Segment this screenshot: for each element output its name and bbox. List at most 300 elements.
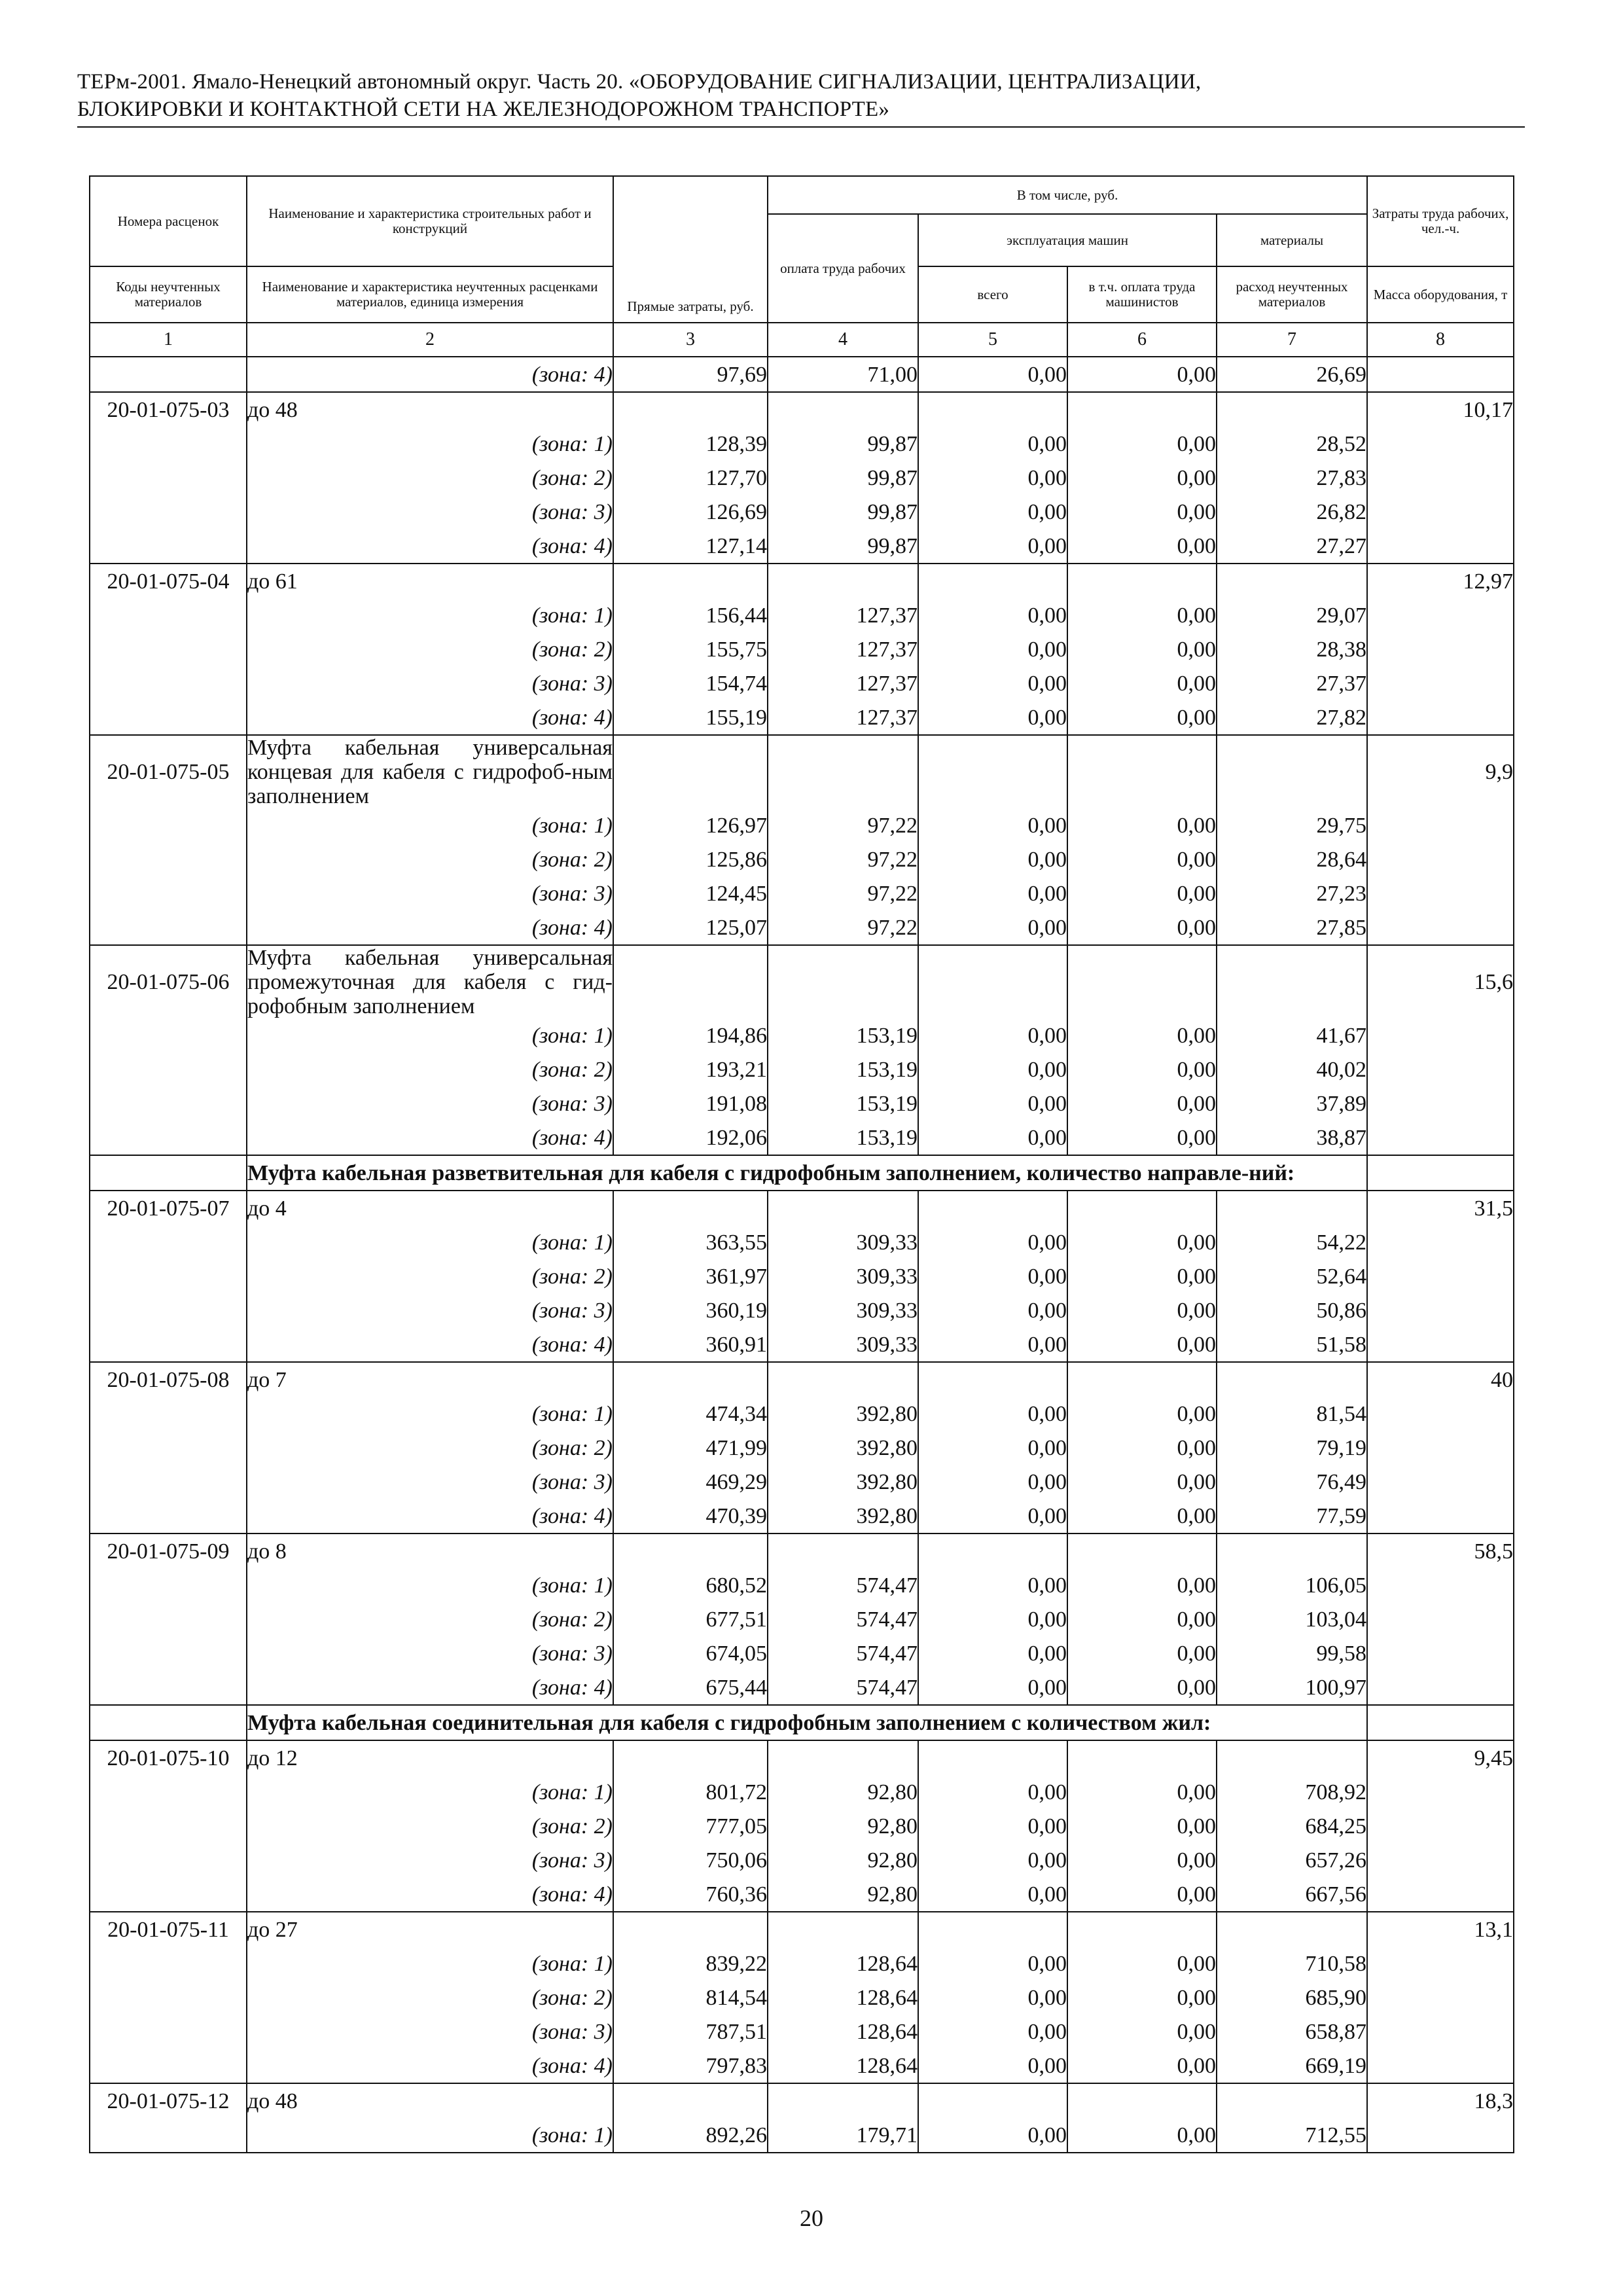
empty-cell (90, 427, 247, 461)
header-direct-costs: Прямые затраты, руб. (613, 176, 768, 323)
materials-value: 27,82 (1217, 700, 1367, 735)
header-name-works: Наименование и характеристика строительных работ и конструкций (247, 176, 613, 266)
machinist-wages-value: 0,00 (1067, 1946, 1217, 1981)
empty-cell (1217, 945, 1367, 1018)
direct-costs-value: 814,54 (613, 1981, 768, 2015)
empty-cell (918, 945, 1067, 1018)
empty-cell (90, 876, 247, 910)
zone-label: (зона: 4) (247, 357, 613, 392)
empty-cell (1367, 1775, 1514, 1809)
wages-value: 99,87 (768, 427, 918, 461)
column-number: 6 (1067, 323, 1217, 357)
machines-value: 0,00 (918, 1981, 1067, 2015)
rate-group (90, 2083, 1514, 2153)
empty-cell (1367, 1052, 1514, 1086)
header-equipment-mass: Масса оборудования, т (1367, 266, 1514, 323)
empty-cell (90, 700, 247, 735)
machinist-wages-value: 0,00 (1067, 357, 1217, 392)
zone-label: (зона: 3) (247, 495, 613, 529)
materials-value: 76,49 (1217, 1465, 1367, 1499)
zone-row (90, 1086, 1514, 1121)
materials-value: 54,22 (1217, 1225, 1367, 1259)
empty-cell (768, 564, 918, 598)
machinist-wages-value: 0,00 (1067, 598, 1217, 632)
materials-value: 29,07 (1217, 598, 1367, 632)
machines-value: 0,00 (918, 1877, 1067, 1912)
zone-row (90, 1670, 1514, 1705)
empty-cell (90, 357, 247, 392)
header-unaccounted-materials: расход неучтенных материалов (1217, 266, 1367, 323)
empty-cell (90, 1327, 247, 1362)
zone-row (90, 700, 1514, 735)
rate-group (90, 564, 1514, 735)
empty-cell (90, 1499, 247, 1534)
wages-value: 574,47 (768, 1670, 918, 1705)
empty-cell (1367, 1327, 1514, 1362)
zone-label: (зона: 4) (247, 910, 613, 945)
empty-cell (1367, 461, 1514, 495)
materials-value: 685,90 (1217, 1981, 1367, 2015)
zone-row (90, 1327, 1514, 1362)
zone-label: (зона: 2) (247, 1602, 613, 1636)
materials-value: 27,37 (1217, 666, 1367, 700)
machines-value: 0,00 (918, 2015, 1067, 2049)
wages-value: 153,19 (768, 1052, 918, 1086)
direct-costs-value: 360,19 (613, 1293, 768, 1327)
zone-label: (зона: 2) (247, 842, 613, 876)
machinist-wages-value: 0,00 (1067, 1327, 1217, 1362)
materials-value: 27,83 (1217, 461, 1367, 495)
zone-row (90, 1397, 1514, 1431)
direct-costs-value: 474,34 (613, 1397, 768, 1431)
empty-cell (1367, 1431, 1514, 1465)
machinist-wages-value: 0,00 (1067, 2049, 1217, 2083)
direct-costs-value: 675,44 (613, 1670, 768, 1705)
materials-value: 710,58 (1217, 1946, 1367, 1981)
rate-name: до 12 (247, 1740, 613, 1775)
zone-row (90, 632, 1514, 666)
direct-costs-value: 363,55 (613, 1225, 768, 1259)
empty-cell (90, 495, 247, 529)
rate-group (90, 1740, 1514, 1912)
machines-value: 0,00 (918, 1018, 1067, 1052)
rate-code: 20-01-075-10 (90, 1740, 247, 1775)
empty-cell (1067, 392, 1217, 427)
rate-code: 20-01-075-09 (90, 1534, 247, 1568)
machinist-wages-value: 0,00 (1067, 1602, 1217, 1636)
wages-value: 97,22 (768, 842, 918, 876)
empty-cell (613, 1362, 768, 1397)
empty-cell (1367, 2015, 1514, 2049)
rate-row (90, 564, 1514, 598)
empty-cell (1367, 495, 1514, 529)
machines-value: 0,00 (918, 1843, 1067, 1877)
empty-cell (1367, 529, 1514, 564)
empty-cell (768, 2083, 918, 2118)
empty-cell (1367, 1465, 1514, 1499)
header-machines: эксплуатация машин (918, 214, 1217, 266)
empty-cell (1067, 2083, 1217, 2118)
direct-costs-value: 125,86 (613, 842, 768, 876)
machinist-wages-value: 0,00 (1067, 666, 1217, 700)
machinist-wages-value: 0,00 (1067, 1397, 1217, 1431)
rate-name: до 61 (247, 564, 613, 598)
empty-cell (613, 564, 768, 598)
empty-cell (918, 564, 1067, 598)
zone-row (90, 1431, 1514, 1465)
empty-cell (1367, 1086, 1514, 1121)
machines-value: 0,00 (918, 632, 1067, 666)
rate-name: до 7 (247, 1362, 613, 1397)
direct-costs-value: 97,69 (613, 357, 768, 392)
empty-cell (90, 808, 247, 842)
machines-value: 0,00 (918, 910, 1067, 945)
machinist-wages-value: 0,00 (1067, 632, 1217, 666)
rate-row (90, 1740, 1514, 1775)
machines-value: 0,00 (918, 1293, 1067, 1327)
zone-row (90, 357, 1514, 392)
zone-row (90, 910, 1514, 945)
empty-cell (90, 1568, 247, 1602)
machinist-wages-value: 0,00 (1067, 1086, 1217, 1121)
zone-row (90, 1121, 1514, 1155)
direct-costs-value: 125,07 (613, 910, 768, 945)
direct-costs-value: 191,08 (613, 1086, 768, 1121)
machines-value: 0,00 (918, 1809, 1067, 1843)
rate-mass: 12,97 (1367, 564, 1514, 598)
materials-value: 38,87 (1217, 1121, 1367, 1155)
materials-value: 28,52 (1217, 427, 1367, 461)
empty-cell (1067, 1191, 1217, 1225)
wages-value: 179,71 (768, 2118, 918, 2153)
header-including: В том числе, руб. (768, 176, 1367, 214)
wages-value: 153,19 (768, 1121, 918, 1155)
empty-cell (918, 1191, 1067, 1225)
empty-cell (1367, 1018, 1514, 1052)
machinist-wages-value: 0,00 (1067, 1877, 1217, 1912)
machinist-wages-value: 0,00 (1067, 1775, 1217, 1809)
empty-cell (90, 1670, 247, 1705)
rate-group (90, 392, 1514, 564)
direct-costs-value: 156,44 (613, 598, 768, 632)
zone-label: (зона: 4) (247, 1327, 613, 1362)
machines-value: 0,00 (918, 1086, 1067, 1121)
empty-cell (1217, 392, 1367, 427)
section-row (90, 1155, 1514, 1191)
wages-value: 128,64 (768, 1946, 918, 1981)
machinist-wages-value: 0,00 (1067, 1293, 1217, 1327)
zone-row (90, 666, 1514, 700)
wages-value: 392,80 (768, 1499, 918, 1534)
empty-cell (768, 1191, 918, 1225)
empty-cell (1067, 1534, 1217, 1568)
zone-label: (зона: 1) (247, 427, 613, 461)
zone-row (90, 1052, 1514, 1086)
zone-label: (зона: 2) (247, 1431, 613, 1465)
empty-cell (90, 1259, 247, 1293)
zone-row (90, 598, 1514, 632)
header-codes: Коды неучтенных материалов (90, 266, 247, 323)
empty-cell (90, 2015, 247, 2049)
empty-cell (768, 1362, 918, 1397)
empty-cell (90, 1086, 247, 1121)
zone-label: (зона: 2) (247, 1809, 613, 1843)
zone-row (90, 2118, 1514, 2153)
empty-cell (1367, 2118, 1514, 2153)
direct-costs-value: 674,05 (613, 1636, 768, 1670)
zone-label: (зона: 4) (247, 1121, 613, 1155)
empty-cell (918, 735, 1067, 808)
zone-label: (зона: 3) (247, 1636, 613, 1670)
machinist-wages-value: 0,00 (1067, 1843, 1217, 1877)
empty-cell (90, 666, 247, 700)
header-machines-total: всего (918, 266, 1067, 323)
header-rate-numbers: Номера расценок (90, 176, 247, 266)
empty-cell (90, 910, 247, 945)
empty-cell (1367, 1155, 1514, 1191)
direct-costs-value: 801,72 (613, 1775, 768, 1809)
empty-cell (90, 1602, 247, 1636)
rate-row (90, 1534, 1514, 1568)
wages-value: 392,80 (768, 1397, 918, 1431)
direct-costs-value: 469,29 (613, 1465, 768, 1499)
empty-cell (90, 461, 247, 495)
machinist-wages-value: 0,00 (1067, 700, 1217, 735)
wages-value: 92,80 (768, 1843, 918, 1877)
zone-row (90, 495, 1514, 529)
zone-row (90, 1602, 1514, 1636)
zone-row (90, 1465, 1514, 1499)
machinist-wages-value: 0,00 (1067, 1568, 1217, 1602)
direct-costs-value: 126,69 (613, 495, 768, 529)
machinist-wages-value: 0,00 (1067, 1225, 1217, 1259)
table-header (90, 176, 1514, 357)
zone-label: (зона: 3) (247, 1293, 613, 1327)
materials-value: 27,85 (1217, 910, 1367, 945)
zone-row (90, 2015, 1514, 2049)
empty-cell (90, 2049, 247, 2083)
machines-value: 0,00 (918, 1327, 1067, 1362)
header-name-materials: Наименование и характеристика неучтенных расценками материалов, единица измерения (247, 266, 613, 323)
machinist-wages-value: 0,00 (1067, 1636, 1217, 1670)
zone-row (90, 1293, 1514, 1327)
rate-row (90, 1912, 1514, 1946)
column-number: 2 (247, 323, 613, 357)
zone-label: (зона: 1) (247, 1225, 613, 1259)
empty-cell (768, 1740, 918, 1775)
page-header (77, 68, 1525, 123)
wages-value: 309,33 (768, 1293, 918, 1327)
rate-group (90, 1362, 1514, 1534)
zone-row (90, 1775, 1514, 1809)
section-group (90, 1155, 1514, 1191)
empty-cell (90, 1052, 247, 1086)
zone-row (90, 808, 1514, 842)
empty-cell (613, 1740, 768, 1775)
machines-value: 0,00 (918, 1052, 1067, 1086)
zone-row (90, 1499, 1514, 1534)
column-number: 7 (1217, 323, 1367, 357)
rate-row (90, 945, 1514, 1018)
machinist-wages-value: 0,00 (1067, 1431, 1217, 1465)
column-number: 1 (90, 323, 247, 357)
rate-row (90, 1362, 1514, 1397)
header-machinist-wages: в т.ч. оплата труда машинистов (1067, 266, 1217, 323)
direct-costs-value: 361,97 (613, 1259, 768, 1293)
direct-costs-value: 760,36 (613, 1877, 768, 1912)
rate-code: 20-01-075-03 (90, 392, 247, 427)
zone-row (90, 1877, 1514, 1912)
direct-costs-value: 192,06 (613, 1121, 768, 1155)
machinist-wages-value: 0,00 (1067, 1121, 1217, 1155)
machinist-wages-value: 0,00 (1067, 1052, 1217, 1086)
materials-value: 81,54 (1217, 1397, 1367, 1431)
empty-cell (1367, 427, 1514, 461)
wages-value: 127,37 (768, 700, 918, 735)
zone-label: (зона: 3) (247, 2015, 613, 2049)
wages-value: 97,22 (768, 808, 918, 842)
zone-label: (зона: 4) (247, 2049, 613, 2083)
empty-cell (613, 1534, 768, 1568)
rate-mass: 15,6 (1367, 945, 1514, 1018)
wages-value: 128,64 (768, 2049, 918, 2083)
empty-cell (1217, 1740, 1367, 1775)
direct-costs-value: 470,39 (613, 1499, 768, 1534)
empty-cell (1367, 357, 1514, 392)
zone-row (90, 461, 1514, 495)
rate-name: до 48 (247, 2083, 613, 2118)
materials-value: 26,69 (1217, 357, 1367, 392)
materials-value: 37,89 (1217, 1086, 1367, 1121)
direct-costs-value: 892,26 (613, 2118, 768, 2153)
zone-label: (зона: 1) (247, 1018, 613, 1052)
machinist-wages-value: 0,00 (1067, 1981, 1217, 2015)
empty-cell (90, 1775, 247, 1809)
empty-cell (1367, 1946, 1514, 1981)
zone-label: (зона: 3) (247, 1843, 613, 1877)
empty-cell (1367, 910, 1514, 945)
rate-mass: 9,45 (1367, 1740, 1514, 1775)
empty-cell (1067, 564, 1217, 598)
empty-cell (1217, 735, 1367, 808)
direct-costs-value: 124,45 (613, 876, 768, 910)
materials-value: 51,58 (1217, 1327, 1367, 1362)
empty-cell (90, 1809, 247, 1843)
materials-value: 712,55 (1217, 2118, 1367, 2153)
empty-cell (918, 2083, 1067, 2118)
rate-row (90, 735, 1514, 808)
direct-costs-value: 155,19 (613, 700, 768, 735)
direct-costs-value: 680,52 (613, 1568, 768, 1602)
empty-cell (90, 1397, 247, 1431)
rate-code: 20-01-075-07 (90, 1191, 247, 1225)
zone-label: (зона: 4) (247, 1877, 613, 1912)
rate-name: до 4 (247, 1191, 613, 1225)
zone-row (90, 1843, 1514, 1877)
zone-row (90, 1636, 1514, 1670)
zone-label: (зона: 1) (247, 1568, 613, 1602)
rate-code: 20-01-075-11 (90, 1912, 247, 1946)
wages-value: 574,47 (768, 1568, 918, 1602)
direct-costs-value: 126,97 (613, 808, 768, 842)
empty-cell (90, 1155, 247, 1191)
rate-group (90, 945, 1514, 1155)
materials-value: 26,82 (1217, 495, 1367, 529)
machines-value: 0,00 (918, 1121, 1067, 1155)
machines-value: 0,00 (918, 1397, 1067, 1431)
rate-name: Муфта кабельная универсальная концевая для кабеля с гидрофоб-ным заполнением (247, 736, 613, 808)
materials-value: 27,23 (1217, 876, 1367, 910)
zone-label: (зона: 4) (247, 529, 613, 564)
column-number: 5 (918, 323, 1067, 357)
materials-value: 29,75 (1217, 808, 1367, 842)
empty-cell (1067, 1912, 1217, 1946)
wages-value: 392,80 (768, 1465, 918, 1499)
rate-code: 20-01-075-06 (90, 945, 247, 1018)
section-title: Муфта кабельная соединительная для кабеля с гидрофобным заполнением с количеством жил: (247, 1705, 1367, 1740)
empty-cell (613, 735, 768, 808)
column-number: 8 (1367, 323, 1514, 357)
empty-cell (90, 598, 247, 632)
rate-name: до 27 (247, 1912, 613, 1946)
direct-costs-value: 154,74 (613, 666, 768, 700)
empty-cell (1367, 666, 1514, 700)
rate-mass: 31,5 (1367, 1191, 1514, 1225)
rate-group (90, 1534, 1514, 1705)
zone-label: (зона: 2) (247, 632, 613, 666)
materials-value: 708,92 (1217, 1775, 1367, 1809)
wages-value: 127,37 (768, 666, 918, 700)
empty-cell (1217, 1912, 1367, 1946)
wages-value: 309,33 (768, 1225, 918, 1259)
empty-cell (1217, 1534, 1367, 1568)
empty-cell (1067, 1362, 1217, 1397)
zone-row (90, 1946, 1514, 1981)
machinist-wages-value: 0,00 (1067, 427, 1217, 461)
empty-cell (613, 1191, 768, 1225)
zone-row (90, 1018, 1514, 1052)
empty-cell (768, 945, 918, 1018)
empty-cell (90, 1465, 247, 1499)
empty-cell (613, 1912, 768, 1946)
zone-label: (зона: 1) (247, 598, 613, 632)
empty-cell (90, 1946, 247, 1981)
empty-cell (1367, 1636, 1514, 1670)
materials-value: 106,05 (1217, 1568, 1367, 1602)
machines-value: 0,00 (918, 357, 1067, 392)
machines-value: 0,00 (918, 666, 1067, 700)
rate-group (90, 1912, 1514, 2083)
header-wages: оплата труда рабочих (768, 214, 918, 323)
machines-value: 0,00 (918, 842, 1067, 876)
machinist-wages-value: 0,00 (1067, 1259, 1217, 1293)
empty-cell (1367, 1809, 1514, 1843)
empty-cell (1367, 1499, 1514, 1534)
rate-row (90, 1191, 1514, 1225)
direct-costs-value: 777,05 (613, 1809, 768, 1843)
machinist-wages-value: 0,00 (1067, 2015, 1217, 2049)
machinist-wages-value: 0,00 (1067, 1499, 1217, 1534)
wages-value: 127,37 (768, 598, 918, 632)
wages-value: 99,87 (768, 529, 918, 564)
header-labor: Затраты труда рабочих, чел.-ч. (1367, 176, 1514, 266)
machinist-wages-value: 0,00 (1067, 2118, 1217, 2153)
zone-row (90, 1809, 1514, 1843)
section-group (90, 1705, 1514, 1740)
wages-value: 71,00 (768, 357, 918, 392)
empty-cell (90, 1981, 247, 2015)
direct-costs-value: 127,14 (613, 529, 768, 564)
